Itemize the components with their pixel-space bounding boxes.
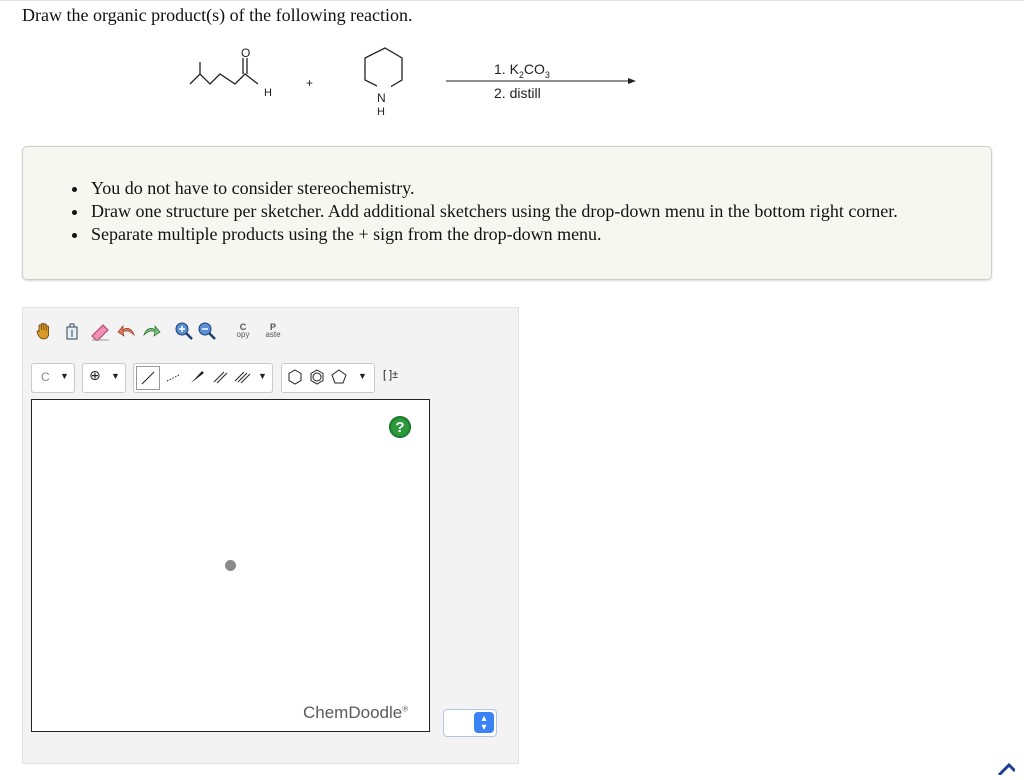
- instructions-box: [22, 146, 992, 280]
- redo-icon[interactable]: [140, 320, 162, 342]
- piperidine-structure: [365, 48, 402, 90]
- instruction-item: • Draw one structure per sketcher. Add additional sketchers using the drop-down menu in the bottom right corner.: [89, 200, 991, 223]
- double-bond-icon[interactable]: [210, 366, 232, 388]
- benzene-icon[interactable]: [306, 366, 328, 388]
- clear-icon[interactable]: [61, 320, 83, 342]
- updown-arrows-icon: ▴ ▾: [474, 712, 494, 733]
- aldehyde-oxygen: O: [241, 46, 251, 60]
- bond-tools[interactable]: [133, 363, 273, 393]
- cursor-dot: [225, 560, 236, 571]
- plus-circle-icon: ⊕: [89, 368, 101, 384]
- triple-bond-icon[interactable]: [232, 366, 254, 388]
- wedge-bond-icon[interactable]: [186, 366, 208, 388]
- pan-hand-icon[interactable]: [33, 320, 55, 342]
- condition-2: 2. distill: [494, 85, 541, 101]
- atom-label: C: [41, 370, 50, 384]
- bracket-label: [ ]±: [383, 369, 399, 381]
- recessed-bond-icon[interactable]: [162, 366, 184, 388]
- condition-1: 1. $K_2CO_3$: [494, 61, 550, 80]
- chevron-down-icon[interactable]: ▼: [258, 371, 267, 381]
- sketcher-dropdown[interactable]: [443, 709, 497, 737]
- chemdoodle-brand: ChemDoodle®: [303, 703, 409, 722]
- instructions-list: [23, 177, 991, 246]
- reaction-scheme: [180, 44, 650, 124]
- bracket-button[interactable]: [381, 363, 409, 391]
- amine-hydrogen: H: [377, 106, 385, 118]
- eraser-icon[interactable]: [89, 320, 111, 342]
- instruction-item: • Separate multiple products using the + sign from the drop-down menu.: [89, 223, 991, 246]
- cyclohexane-icon[interactable]: [284, 366, 306, 388]
- zoom-out-icon[interactable]: [196, 320, 218, 342]
- top-divider: [0, 0, 1024, 1]
- reactant-plus: +: [306, 76, 314, 90]
- undo-icon[interactable]: [116, 320, 138, 342]
- aldehyde-hydrogen: H: [264, 87, 272, 99]
- help-button[interactable]: ?: [389, 416, 411, 438]
- instruction-item: • You do not have to consider stereochemistry.: [89, 177, 991, 200]
- single-bond-button[interactable]: [136, 366, 160, 390]
- paste-button[interactable]: P aste: [265, 322, 281, 339]
- chevron-down-icon[interactable]: ▼: [358, 371, 367, 381]
- chevron-down-icon: ▼: [60, 371, 69, 381]
- amine-nitrogen: N: [377, 91, 386, 105]
- atom-selector[interactable]: [31, 363, 75, 393]
- question-title: Draw the organic product(s) of the following reaction.: [22, 5, 413, 25]
- charge-selector[interactable]: [82, 363, 126, 393]
- ring-tools[interactable]: [281, 363, 375, 393]
- aldehyde-structure: [190, 58, 258, 84]
- chevron-down-icon: ▼: [111, 371, 120, 381]
- zoom-in-icon[interactable]: [173, 320, 195, 342]
- copy-button[interactable]: C opy: [236, 322, 250, 339]
- cyclopentane-icon[interactable]: [328, 366, 350, 388]
- next-arrow-icon[interactable]: [985, 762, 1015, 775]
